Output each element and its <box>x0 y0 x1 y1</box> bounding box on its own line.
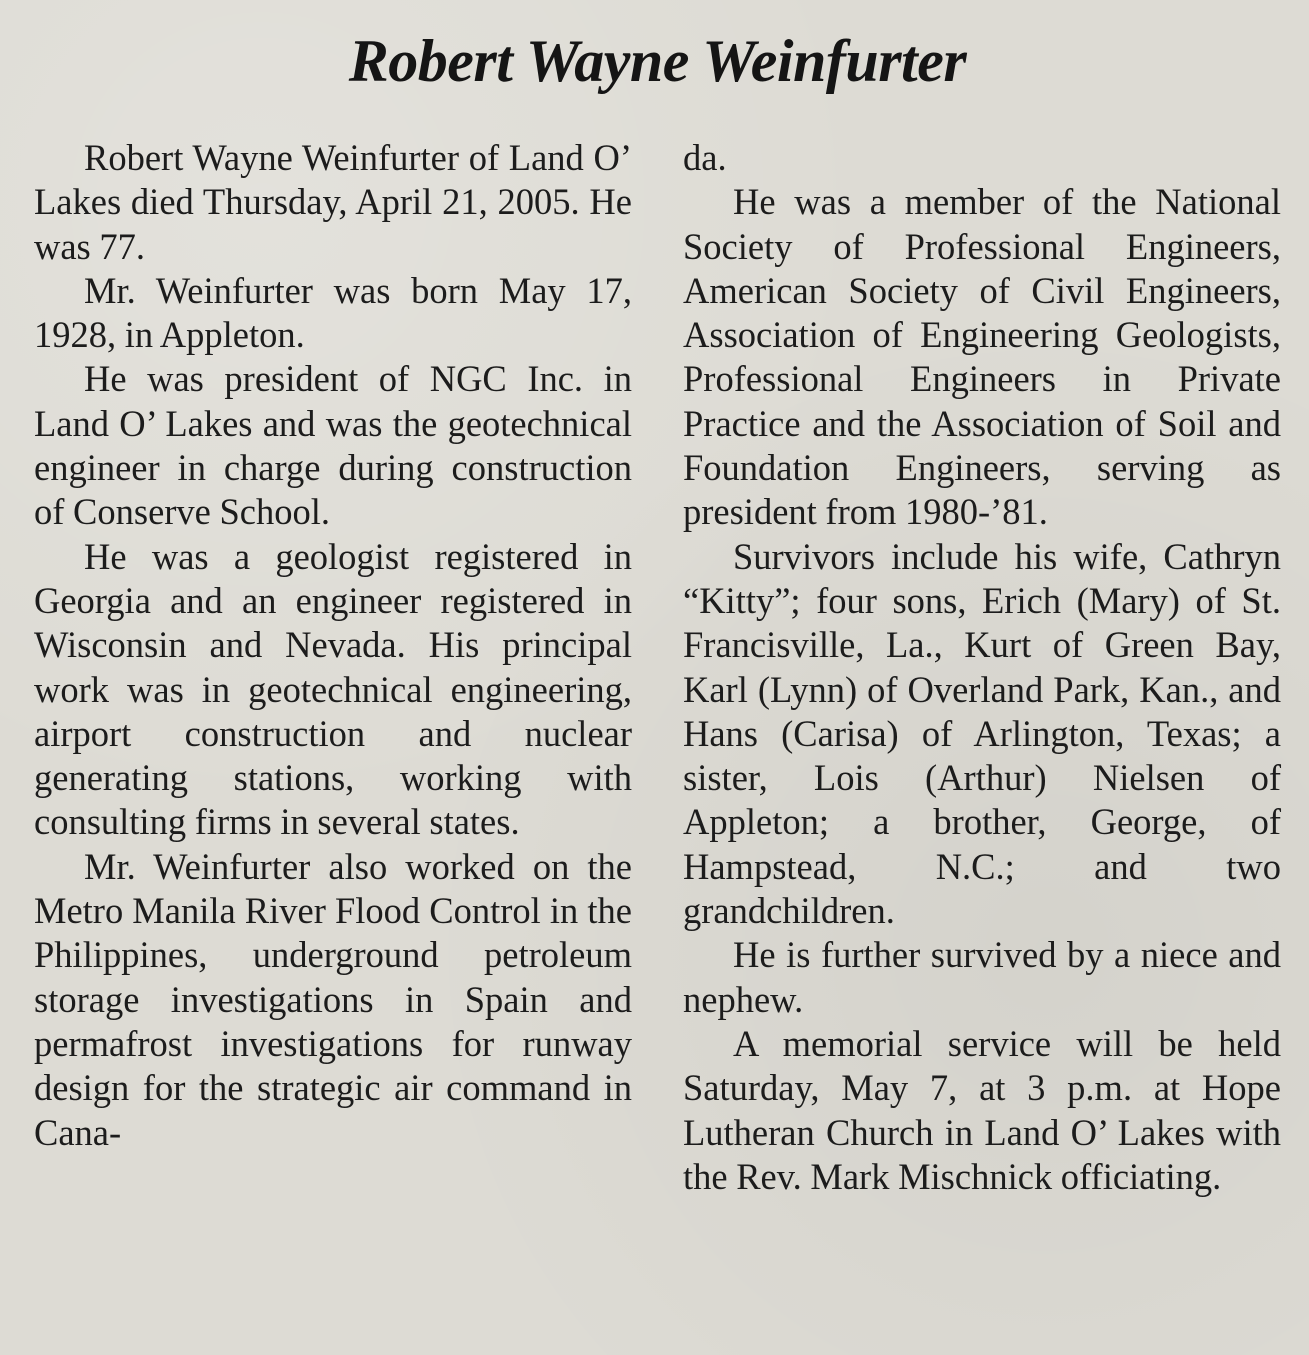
paragraph-death-notice: Robert Wayne Weinfurter of Land O’ Lakes died Thursday, April 21, 2005. He was 77. <box>34 137 632 267</box>
paragraph-niece-nephew: He is further survived by a niece and nephew. <box>683 934 1281 1020</box>
paragraph-career-ngc: He was president of NGC Inc. in Land O’ Lakes and was the geotechnical engineer in charge during construction of Conserve School. <box>34 358 632 533</box>
paragraph-continuation: da. <box>683 137 727 178</box>
article-columns <box>34 136 1281 1199</box>
paragraph-international-work: Mr. Weinfurter also worked on the Metro Manila River Flood Control in the Philippines, underground petroleum storage investigations in Spain and permafrost investigations for runway design for the strategic air command in Cana- <box>34 845 632 1153</box>
left-column <box>34 136 632 1199</box>
right-column <box>683 136 1281 1199</box>
obituary-headline: Robert Wayne Weinfurter <box>348 28 967 94</box>
paragraph-survivors: Survivors include his wife, Cathryn “Kitty”; four sons, Erich (Mary) of St. Francisville, La., Kurt of Green Bay, Karl (Lynn) of Overland Park, Kan., and Hans (Carisa) of Arlington, Texas; a sister, Lois (Arthur) Nielsen of Appleton; a brother, George, of Hampstead, N.C.; and two grandchildren. <box>683 535 1281 932</box>
paragraph-memorial-service: A memorial service will be held Saturday, May 7, at 3 p.m. at Hope Lutheran Church in Land O’ Lakes with the Rev. Mark Mischnick officiating. <box>683 1022 1281 1197</box>
paragraph-registration-work: He was a geologist registered in Georgia and an engineer registered in Wisconsin and Nevada. His principal work was in geotechnical engineering, airport construction and nuclear generating stations, working with consulting firms in several states. <box>34 535 632 843</box>
paragraph-memberships: He was a member of the National Society of Professional Engineers, American Society of Civil Engineers, Association of Engineering Geologists, Professional Engineers in Private Practice and the Association of Soil and Foundation Engineers, serving as president from 1980-’81. <box>683 181 1281 533</box>
paragraph-birth: Mr. Weinfurter was born May 17, 1928, in Appleton. <box>34 269 632 356</box>
